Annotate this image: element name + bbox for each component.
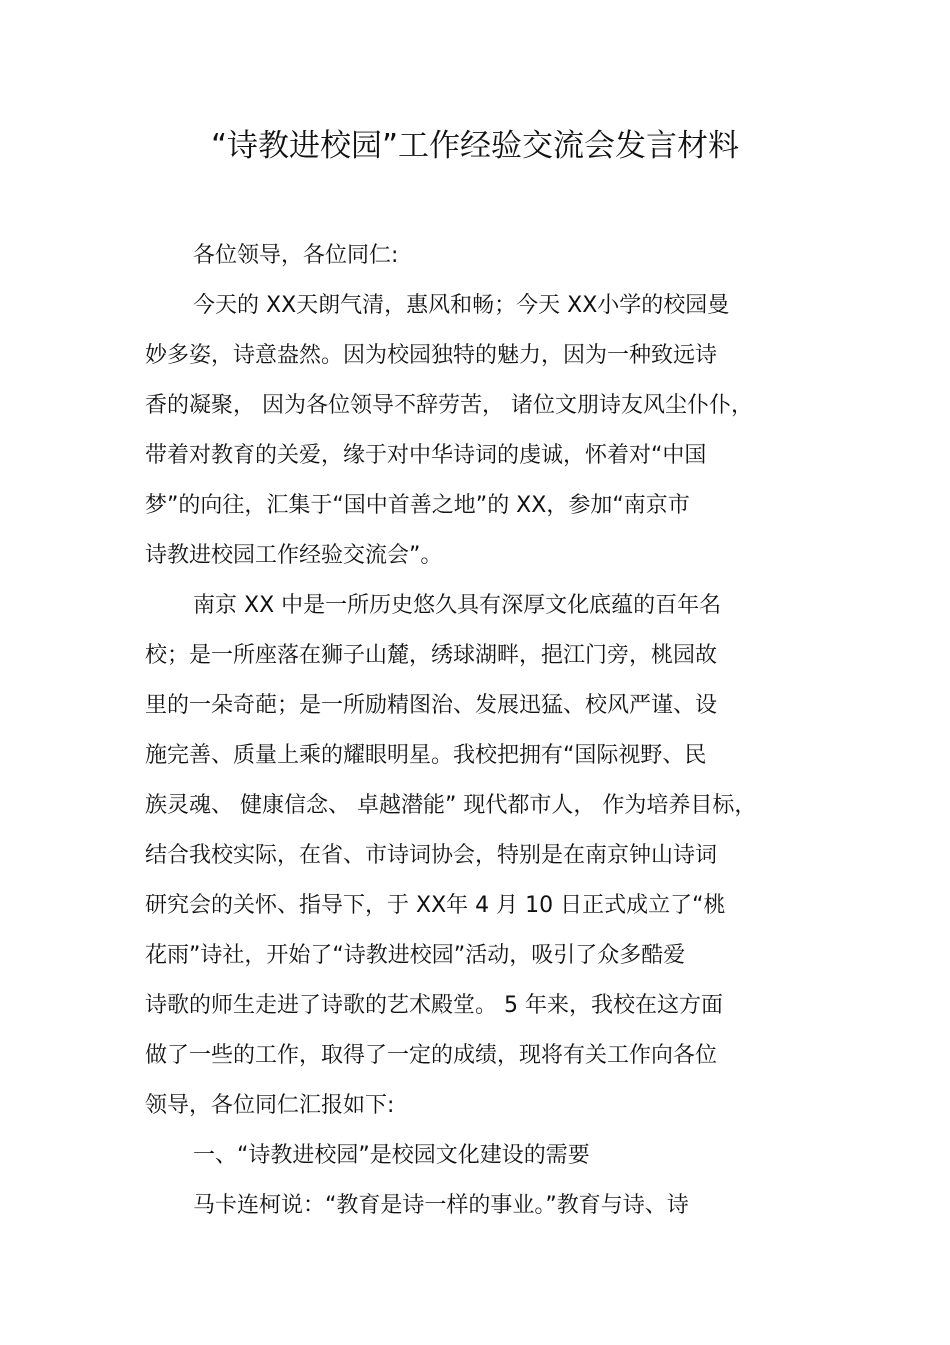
paragraph-line: 诗歌的师生走进了诗歌的艺术殿堂。 5 年来，我校在这方面 xyxy=(145,993,723,1018)
paragraph-line: 研究会的关怀、指导下，于 XX年 4 月 10 日正式成立了“桃 xyxy=(145,893,726,918)
paragraph-line: 马卡连柯说：“教育是诗一样的事业。”教育与诗、诗 xyxy=(193,1193,689,1218)
section-heading: 一、“诗教进校园”是校园文化建设的需要 xyxy=(193,1143,590,1168)
paragraph-line: 梦”的向往，汇集于“国中首善之地”的 XX，参加“南京市 xyxy=(145,493,690,518)
paragraph-line: 施完善、质量上乘的耀眼明星。我校把拥有“国际视野、民 xyxy=(145,743,707,768)
paragraph-line: 香的凝聚， 因为各位领导不辞劳苦， 诸位文朋诗友风尘仆仆， xyxy=(145,393,753,418)
paragraph-line: 花雨”诗社，开始了“诗教进校园”活动，吸引了众多酷爱 xyxy=(145,943,686,968)
paragraph-line: 校；是一所座落在狮子山麓，绣球湖畔，挹江门旁，桃园故 xyxy=(145,643,718,668)
paragraph-line: 南京 XX 中是一所历史悠久具有深厚文化底蕴的百年名 xyxy=(193,593,722,618)
paragraph-line: 结合我校实际，在省、市诗词协会，特别是在南京钟山诗词 xyxy=(145,843,718,868)
paragraph-line: 妙多姿，诗意盎然。因为校园独特的魅力，因为一种致远诗 xyxy=(145,343,718,368)
paragraph-line: 诗教进校园工作经验交流会”。 xyxy=(145,543,443,568)
paragraph-line: 各位领导，各位同仁: xyxy=(193,243,399,268)
document-title: “诗教进校园”工作经验交流会发言材料 xyxy=(210,128,740,164)
paragraph-line: 今天的 XX天朗气清，惠风和畅；今天 XX小学的校园曼 xyxy=(193,293,730,318)
paragraph-line: 带着对教育的关爱，缘于对中华诗词的虔诚，怀着对“中国 xyxy=(145,443,707,468)
paragraph-line: 做了一些的工作，取得了一定的成绩，现将有关工作向各位 xyxy=(145,1043,718,1068)
paragraph-line: 里的一朵奇葩；是一所励精图治、发展迅猛、校风严谨、设 xyxy=(145,693,718,718)
paragraph-line: 族灵魂、 健康信念、 卓越潜能” 现代都市人， 作为培养目标， xyxy=(145,793,757,818)
paragraph-line: 领导，各位同仁汇报如下: xyxy=(145,1093,395,1118)
